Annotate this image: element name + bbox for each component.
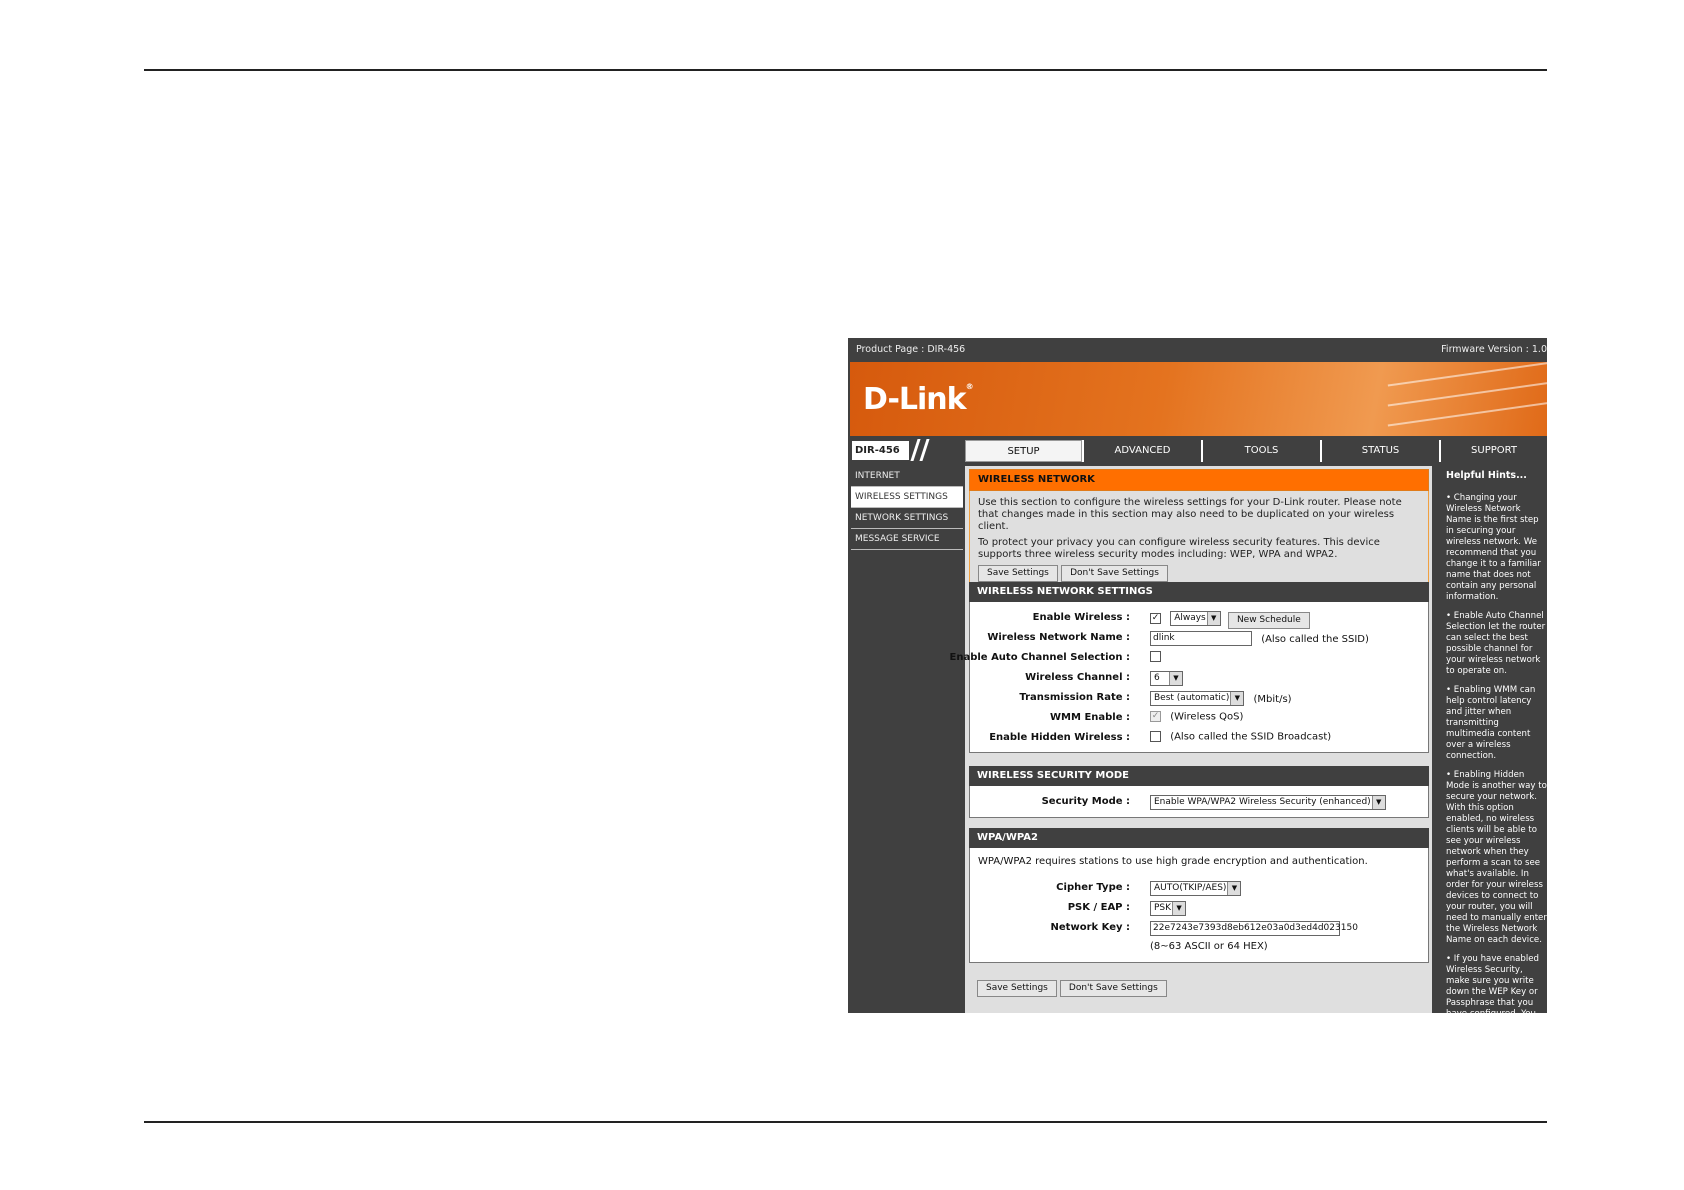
nav-message-service[interactable]: MESSAGE SERVICE: [851, 529, 963, 550]
psk-select[interactable]: PSK ▼: [1150, 901, 1186, 916]
wireless-security-section: [969, 766, 1429, 818]
hidden-wireless-label: Enable Hidden Wireless :: [989, 732, 1130, 743]
cipher-select[interactable]: AUTO(TKIP/AES) ▼: [1150, 881, 1241, 896]
main-content: [949, 466, 1432, 1013]
rate-row: [970, 688, 1428, 708]
hints-title: Helpful Hints...: [1446, 470, 1527, 481]
ssid-note: (Also called the SSID): [1261, 633, 1369, 645]
dlink-logo: D-Link®: [863, 382, 973, 417]
ssid-label: Wireless Network Name :: [987, 632, 1130, 643]
chevron-down-icon: ▼: [1169, 672, 1182, 685]
dlink-banner: [850, 362, 1547, 436]
dont-save-settings-button[interactable]: Don't Save Settings: [1061, 565, 1168, 582]
chevron-down-icon: ▼: [1207, 612, 1220, 625]
chevron-down-icon: ▼: [1230, 692, 1243, 705]
left-nav: [851, 466, 963, 550]
rate-unit: (Mbit/s): [1253, 693, 1292, 705]
schedule-select[interactable]: Always ▼: [1170, 611, 1221, 626]
security-mode-select[interactable]: Enable WPA/WPA2 Wireless Security (enhanced) ▼: [1150, 795, 1386, 810]
banner-stripe: [1388, 399, 1567, 426]
ssid-input[interactable]: dlink: [1150, 631, 1252, 646]
main-tabs: [965, 440, 1547, 462]
enable-wireless-row: [970, 608, 1428, 628]
network-key-row: [970, 918, 1428, 938]
model-label: DIR-456: [852, 441, 909, 460]
key-note-row: [970, 938, 1428, 958]
wpa-description: WPA/WPA2 requires stations to use high grade encryption and authentication.: [978, 856, 1368, 867]
nav-internet[interactable]: INTERNET: [851, 466, 963, 487]
hint-item: • Enabling WMM can help control latency and jitter when transmitting multimedia content over a wireless connection.: [1446, 685, 1536, 761]
channel-label: Wireless Channel :: [1025, 672, 1130, 683]
network-key-label: Network Key :: [1050, 922, 1130, 933]
firmware-label: Firmware Version : 1.0: [1441, 344, 1547, 355]
tab-status[interactable]: STATUS: [1320, 440, 1439, 462]
tab-advanced[interactable]: ADVANCED: [1082, 440, 1201, 462]
section-title: WIRELESS NETWORK: [969, 469, 1429, 491]
chevron-down-icon: ▼: [1372, 796, 1385, 809]
channel-row: [970, 668, 1428, 688]
auto-channel-checkbox[interactable]: [1150, 651, 1161, 662]
slash-decoration: [910, 439, 920, 461]
privacy-text: To protect your privacy you can configure wireless security features. This device supports three wireless security modes including: WEP, WPA and WPA2.: [978, 537, 1380, 560]
new-schedule-button[interactable]: New Schedule: [1228, 612, 1310, 629]
nav-network-settings[interactable]: NETWORK SETTINGS: [851, 508, 963, 529]
wireless-network-section: [969, 469, 1429, 589]
channel-select[interactable]: 6 ▼: [1150, 671, 1183, 686]
tab-tools[interactable]: TOOLS: [1201, 440, 1320, 462]
rate-label: Transmission Rate :: [1019, 692, 1130, 703]
wmm-note: (Wireless QoS): [1170, 711, 1244, 723]
top-bar: [848, 338, 1547, 362]
psk-label: PSK / EAP :: [1067, 902, 1130, 913]
wmm-row: [970, 708, 1428, 728]
hint-item: • Enabling Hidden Mode is another way to secure your network. With this option enabled, no wireless clients will be able to see your wireless network when they perform a scan to see what's available. In order for your wireless devices to connect to your router, you will need to manually enter the Wireless Network Name on each device.: [1446, 770, 1547, 945]
hidden-wireless-row: [970, 728, 1428, 748]
hint-item: • Changing your Wireless Network Name is the first step in securing your wireless network. We recommend that you change it to a familiar name that does not contain any personal information.: [1446, 493, 1541, 602]
save-settings-button[interactable]: Save Settings: [977, 980, 1057, 997]
network-key-input[interactable]: 22e7243e7393d8eb612e03a0d3ed4d023150: [1150, 921, 1340, 936]
wireless-network-settings-section: [949, 582, 1429, 753]
psk-row: [970, 898, 1428, 918]
wpa-section: [969, 828, 1429, 963]
tab-support[interactable]: SUPPORT: [1439, 440, 1547, 462]
header-rule: [144, 69, 1547, 71]
product-page-label: Product Page : DIR-456: [856, 344, 966, 355]
cipher-label: Cipher Type :: [1056, 882, 1130, 893]
section-title: WPA/WPA2: [969, 828, 1429, 848]
nav-wireless-settings[interactable]: WIRELESS SETTINGS: [851, 487, 963, 508]
auto-channel-label: Enable Auto Channel Selection :: [949, 652, 1130, 663]
hidden-wireless-checkbox[interactable]: [1150, 731, 1161, 742]
footer-rule: [144, 1121, 1547, 1123]
wmm-label: WMM Enable :: [1050, 712, 1130, 723]
security-mode-row: [970, 792, 1428, 812]
intro-text: Use this section to configure the wireless settings for your D-Link router. Please note that changes made in this section may also need to be duplicated on your wireless client.: [978, 497, 1402, 532]
hint-item: • Enable Auto Channel Selection let the router can select the best possible channel for your wireless network to operate on.: [1446, 611, 1546, 676]
wmm-checkbox: ✓: [1151, 711, 1160, 721]
chevron-down-icon: ▼: [1227, 882, 1240, 895]
chevron-down-icon: ▼: [1172, 902, 1185, 915]
footer-buttons: [977, 980, 1167, 997]
ssid-row: [970, 628, 1428, 648]
router-screenshot: [848, 338, 1547, 1074]
section-title: WIRELESS NETWORK SETTINGS: [969, 582, 1429, 602]
hidden-wireless-note: (Also called the SSID Broadcast): [1170, 731, 1332, 743]
section-title: WIRELESS SECURITY MODE: [969, 766, 1429, 786]
key-note: (8~63 ASCII or 64 HEX): [1150, 941, 1268, 952]
tab-setup[interactable]: SETUP: [965, 440, 1082, 462]
enable-wireless-checkbox[interactable]: ✓: [1151, 613, 1160, 623]
rate-select[interactable]: Best (automatic) ▼: [1150, 691, 1244, 706]
dont-save-settings-button[interactable]: Don't Save Settings: [1060, 980, 1167, 997]
hint-item: • If you have enabled Wireless Security, make sure you write down the WEP Key or Passphrase that you have configured. You will need to enter this information on any wireless device that you connect to your wireless network.: [1446, 954, 1540, 1074]
auto-channel-row: [949, 648, 1428, 668]
helpful-hints-panel: [1444, 466, 1547, 1074]
cipher-row: [970, 878, 1428, 898]
enable-wireless-label: Enable Wireless :: [1032, 612, 1130, 623]
save-settings-button[interactable]: Save Settings: [978, 565, 1058, 582]
slash-decoration: [919, 439, 929, 461]
security-mode-label: Security Mode :: [1041, 796, 1130, 807]
